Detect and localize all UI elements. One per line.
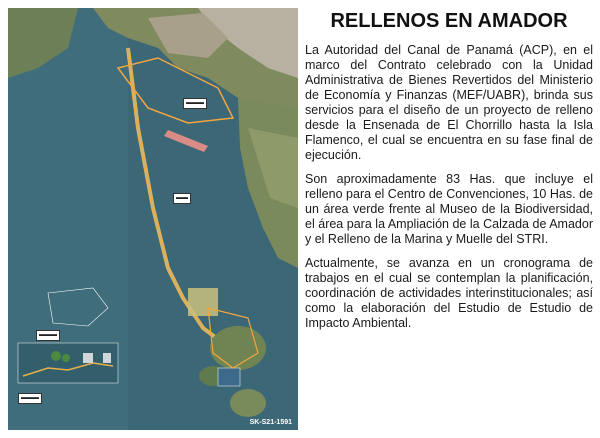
map-label: ▬▬▬	[18, 393, 42, 404]
map-label: ▬▬▬	[183, 98, 207, 109]
page-title: RELLENOS EN AMADOR	[330, 10, 568, 32]
map-label: ▬▬▬	[36, 330, 60, 341]
map-label: ▬▬	[173, 193, 191, 204]
paragraph-area: Son aproximadamente 83 Has. que incluye el relleno para el Centro de Convenciones, 10 Has. de un área verde frente al Museo de la Biodiversidad, el área para la Ampliación de la Calzada de Amador y el Relleno de la Marina y Muelle del STRI.	[305, 172, 593, 246]
aerial-map-drawing	[8, 8, 298, 430]
paragraph-status: Actualmente, se avanza en un cronograma de trabajos en el cual se contemplan la planificación, coordinación de actividades interinstitucionales; así como la elaboración del Estudio de Estudio de Impacto Ambiental.	[305, 256, 593, 330]
paragraph-intro: La Autoridad del Canal de Panamá (ACP), en el marco del Contrato celebrado con la Unidad Administrativa de Bienes Revertidos del Ministerio de Economía y Finanzas (MEF/UABR), brinda sus servicios para el diseño de un proyecto de relleno desde la Ensenada de El Chorrillo hasta la Isla Flamenco, el cual se encuentra en su fase final de ejecución.	[305, 43, 593, 162]
map-code-label: SK-S21-1591	[249, 419, 292, 426]
aerial-map-image	[8, 8, 298, 430]
article-column	[305, 8, 593, 340]
